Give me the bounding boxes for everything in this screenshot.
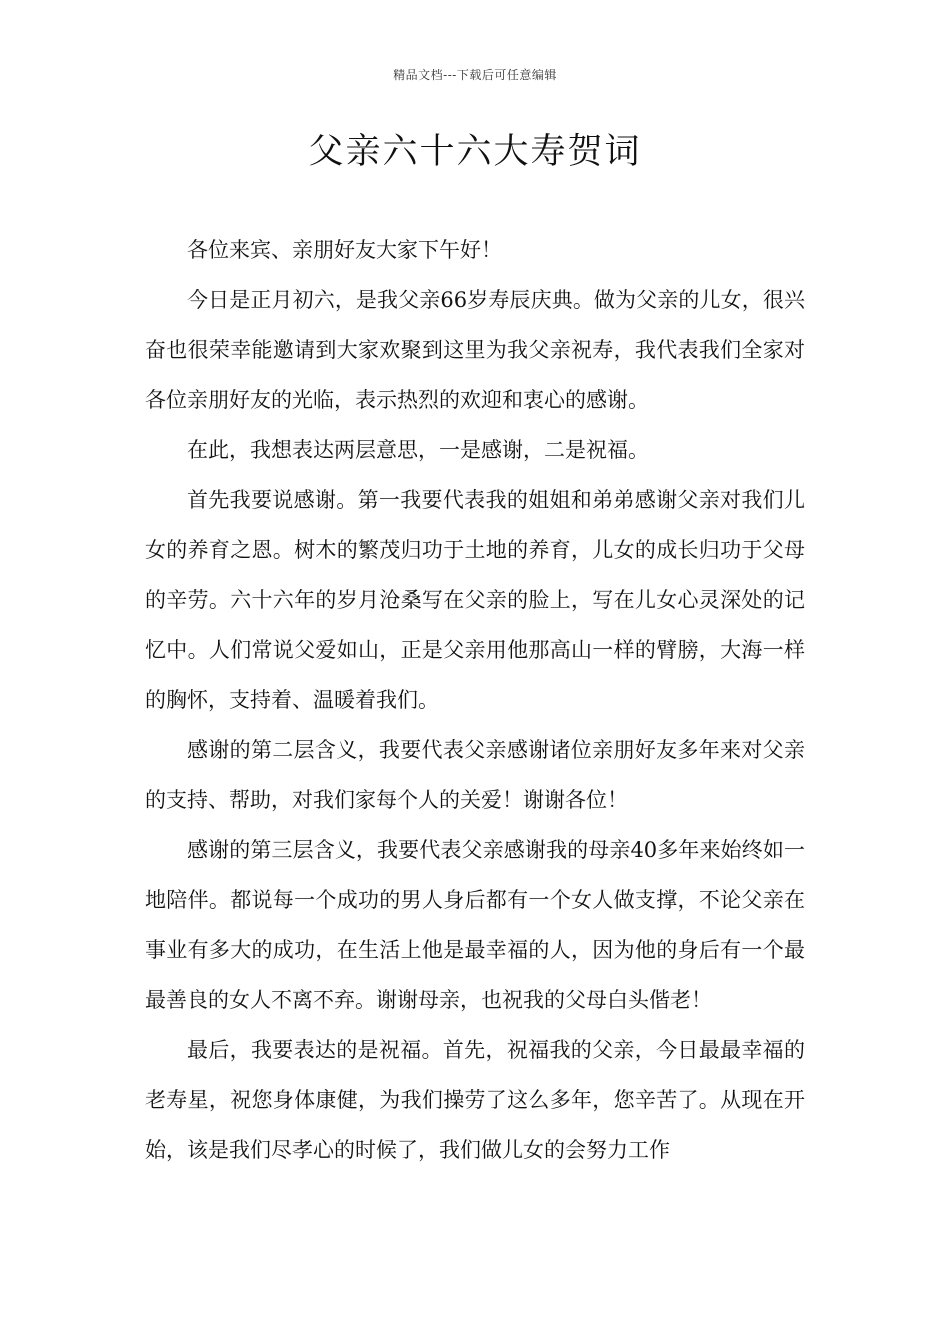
document-title: 父亲六十六大寿贺词 <box>308 132 642 172</box>
header-note: 精品文档---下载后可任意编辑 <box>393 68 557 82</box>
paragraph-greeting: 各位来宾、亲朋好友大家下午好！ <box>187 238 502 262</box>
paragraph-blessing: 最后，我要表达的是祝福。首先，祝福我的父亲，今日最最幸福的老寿星，祝您身体康健，为我们操劳了这么多年，您辛苦了。从现在开始，该是我们尽孝心的时候了，我们做儿女的会努力工作 <box>145 1038 805 1162</box>
document-body <box>145 225 805 1175</box>
paragraph-two-meanings: 在此，我想表达两层意思，一是感谢，二是祝福。 <box>187 438 649 462</box>
paragraph-thanks-guests: 感谢的第二层含义，我要代表父亲感谢诸位亲朋好友多年来对父亲的支持、帮助，对我们家每个人的关爱！谢谢各位！ <box>145 738 805 812</box>
paragraph-introduction: 今日是正月初六，是我父亲66岁寿辰庆典。做为父亲的儿女，很兴奋也很荣幸能邀请到大家欢聚到这里为我父亲祝寿，我代表我们全家对各位亲朋好友的光临，表示热烈的欢迎和衷心的感谢。 <box>145 288 805 412</box>
paragraph-thanks-mother: 感谢的第三层含义，我要代表父亲感谢我的母亲40多年来始终如一地陪伴。都说每一个成功的男人身后都有一个女人做支撑，不论父亲在事业有多大的成功，在生活上他是最幸福的人，因为他的身后有一个最最善良的女人不离不弃。谢谢母亲，也祝我的父母白头偕老！ <box>145 838 805 1012</box>
paragraph-thanks-father: 首先我要说感谢。第一我要代表我的姐姐和弟弟感谢父亲对我们儿女的养育之恩。树木的繁茂归功于土地的养育，儿女的成长归功于父母的辛劳。六十六年的岁月沧桑写在父亲的脸上，写在儿女心灵深处的记忆中。人们常说父爱如山，正是父亲用他那高山一样的臂膀，大海一样的胸怀，支持着、温暖着我们。 <box>145 488 805 712</box>
